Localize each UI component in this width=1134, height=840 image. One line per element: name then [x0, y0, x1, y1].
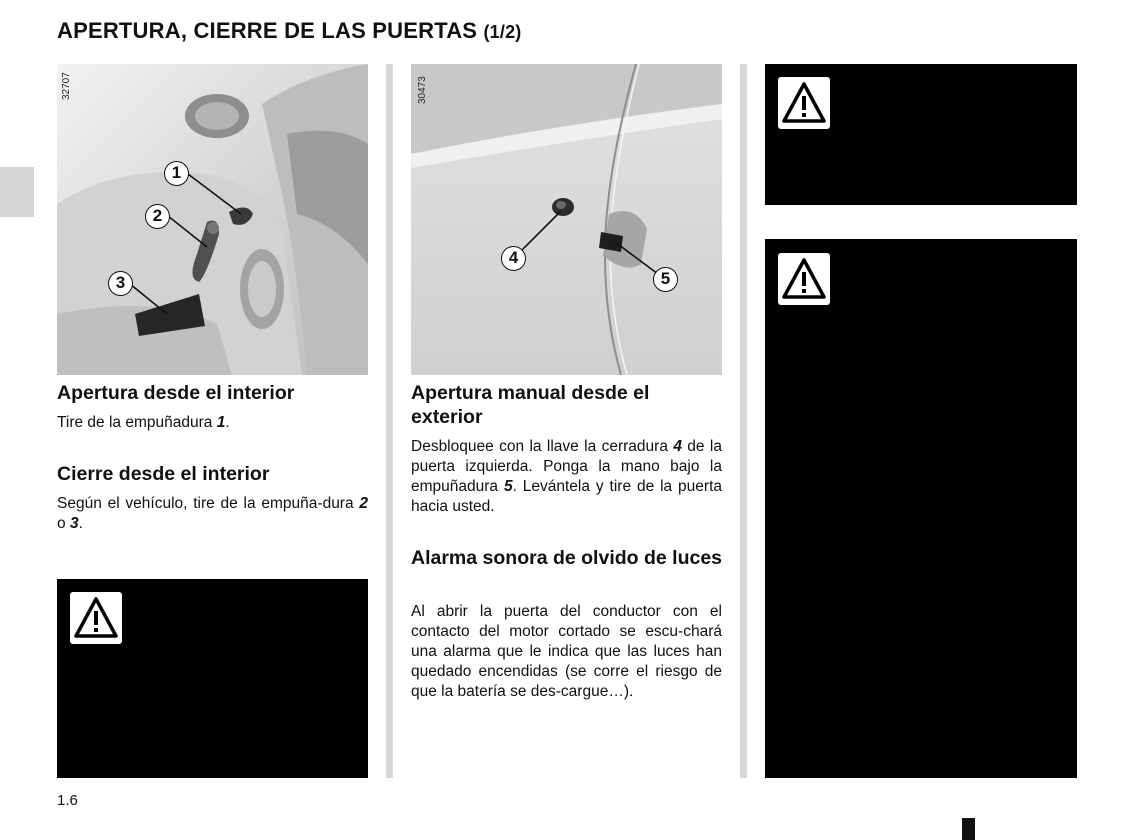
- figure-id: 30473: [417, 76, 428, 104]
- warning-box-1: [57, 579, 368, 778]
- callout-1: 1: [164, 161, 189, 186]
- figure-id: 32707: [61, 72, 72, 100]
- warning-box-3: [765, 239, 1077, 778]
- figure-exterior-door: [411, 64, 722, 375]
- text-open-inside: Tire de la empuñadura 1.: [57, 414, 230, 431]
- callout-2: 2: [145, 204, 170, 229]
- ref-4: 4: [673, 438, 682, 455]
- warning-triangle-icon: [70, 592, 122, 644]
- warning-triangle-icon: [778, 77, 830, 129]
- heading-lights-alarm: Alarma sonora de olvido de luces: [411, 547, 723, 569]
- warning-box-2: [765, 64, 1077, 205]
- ref-3: 3: [69, 515, 79, 532]
- column-divider-left: [386, 64, 393, 778]
- figure-interior-door: [57, 64, 368, 375]
- callout-3: 3: [108, 271, 133, 296]
- ref-1: 1: [216, 414, 226, 431]
- title-part: (1/2): [483, 22, 522, 42]
- chapter-tab: [0, 167, 34, 217]
- text-lights-alarm: Al abrir la puerta del conductor con el contacto del motor cortado se escu-chará una alarma que le indica que las luces han quedado encendidas (se corre el riesgo de que la batería se des-cargue…).: [411, 603, 722, 700]
- heading-open-inside: Apertura desde el interior: [57, 382, 295, 404]
- edge-marker: [962, 818, 975, 840]
- text-open-outside: Desbloquee con la llave la cerradura 4 de la puerta izquierda. Ponga la mano bajo la empuñadura 5. Levántela y tire de la puerta hacia usted.: [411, 438, 723, 515]
- warning-triangle-icon: [778, 253, 830, 305]
- heading-open-outside: Apertura manual desde el exterior: [411, 382, 650, 428]
- callout-4: 4: [501, 246, 526, 271]
- ref-2: 2: [359, 495, 368, 512]
- interior-door-illustration: [57, 64, 368, 375]
- page-title: [57, 18, 522, 44]
- page-number: 1.6: [57, 792, 78, 809]
- ref-5: 5: [503, 478, 513, 495]
- column-divider-right: [740, 64, 747, 778]
- heading-close-inside: Cierre desde el interior: [57, 463, 270, 485]
- exterior-door-illustration: [411, 64, 722, 375]
- text-close-inside: Según el vehículo, tire de la empuña-dura 2 o 3.: [57, 495, 368, 532]
- callout-5: 5: [653, 267, 678, 292]
- title-text: APERTURA, CIERRE DE LAS PUERTAS: [57, 18, 478, 43]
